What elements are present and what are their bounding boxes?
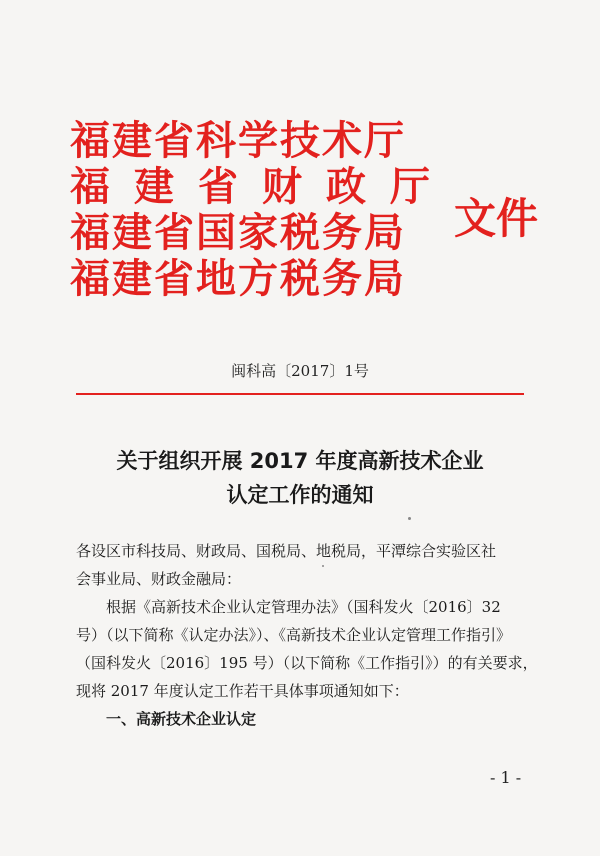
paragraph1-line1: 根据《高新技术企业认定管理办法》（国科发火〔2016〕32 [106, 598, 501, 616]
notice-title-line2: 认定工作的通知 [226, 483, 374, 507]
issuer-block [70, 118, 454, 302]
scan-speck [408, 517, 411, 520]
paragraph1-line4: 现将 2017 年度认定工作若干具体事项通知如下： [76, 682, 409, 700]
document-number: 闽科高〔2017〕1号 [231, 362, 369, 380]
issuer-finance-dept: 福建省财政厅 [70, 163, 454, 210]
section1-heading: 一、高新技术企业认定 [106, 710, 257, 728]
notice-body [76, 537, 538, 733]
addressee-line1: 各设区市科技局、财政局、国税局、地税局，平潭综合实验区社 [76, 542, 497, 560]
paragraph1-line3: （国科发火〔2016〕195 号）（以下简称《工作指引》）的有关要求， [76, 654, 538, 672]
page-number: - 1 - [490, 768, 522, 787]
issuer-local-tax-bureau: 福建省地方税务局 [70, 255, 406, 302]
red-divider-rule [76, 393, 524, 395]
document-label: 文件 [454, 194, 539, 243]
notice-title [0, 444, 600, 512]
scan-speck [322, 565, 324, 567]
issuer-science-dept: 福建省科学技术厅 [70, 117, 406, 164]
paragraph1-line2: 号）（以下简称《认定办法》）、《高新技术企业认定管理工作指引》 [76, 626, 512, 644]
notice-title-line1: 关于组织开展 2017 年度高新技术企业 [116, 449, 484, 473]
issuer-national-tax-bureau: 福建省国家税务局 [70, 209, 406, 256]
addressee-line2: 会事业局、财政金融局： [76, 570, 242, 588]
